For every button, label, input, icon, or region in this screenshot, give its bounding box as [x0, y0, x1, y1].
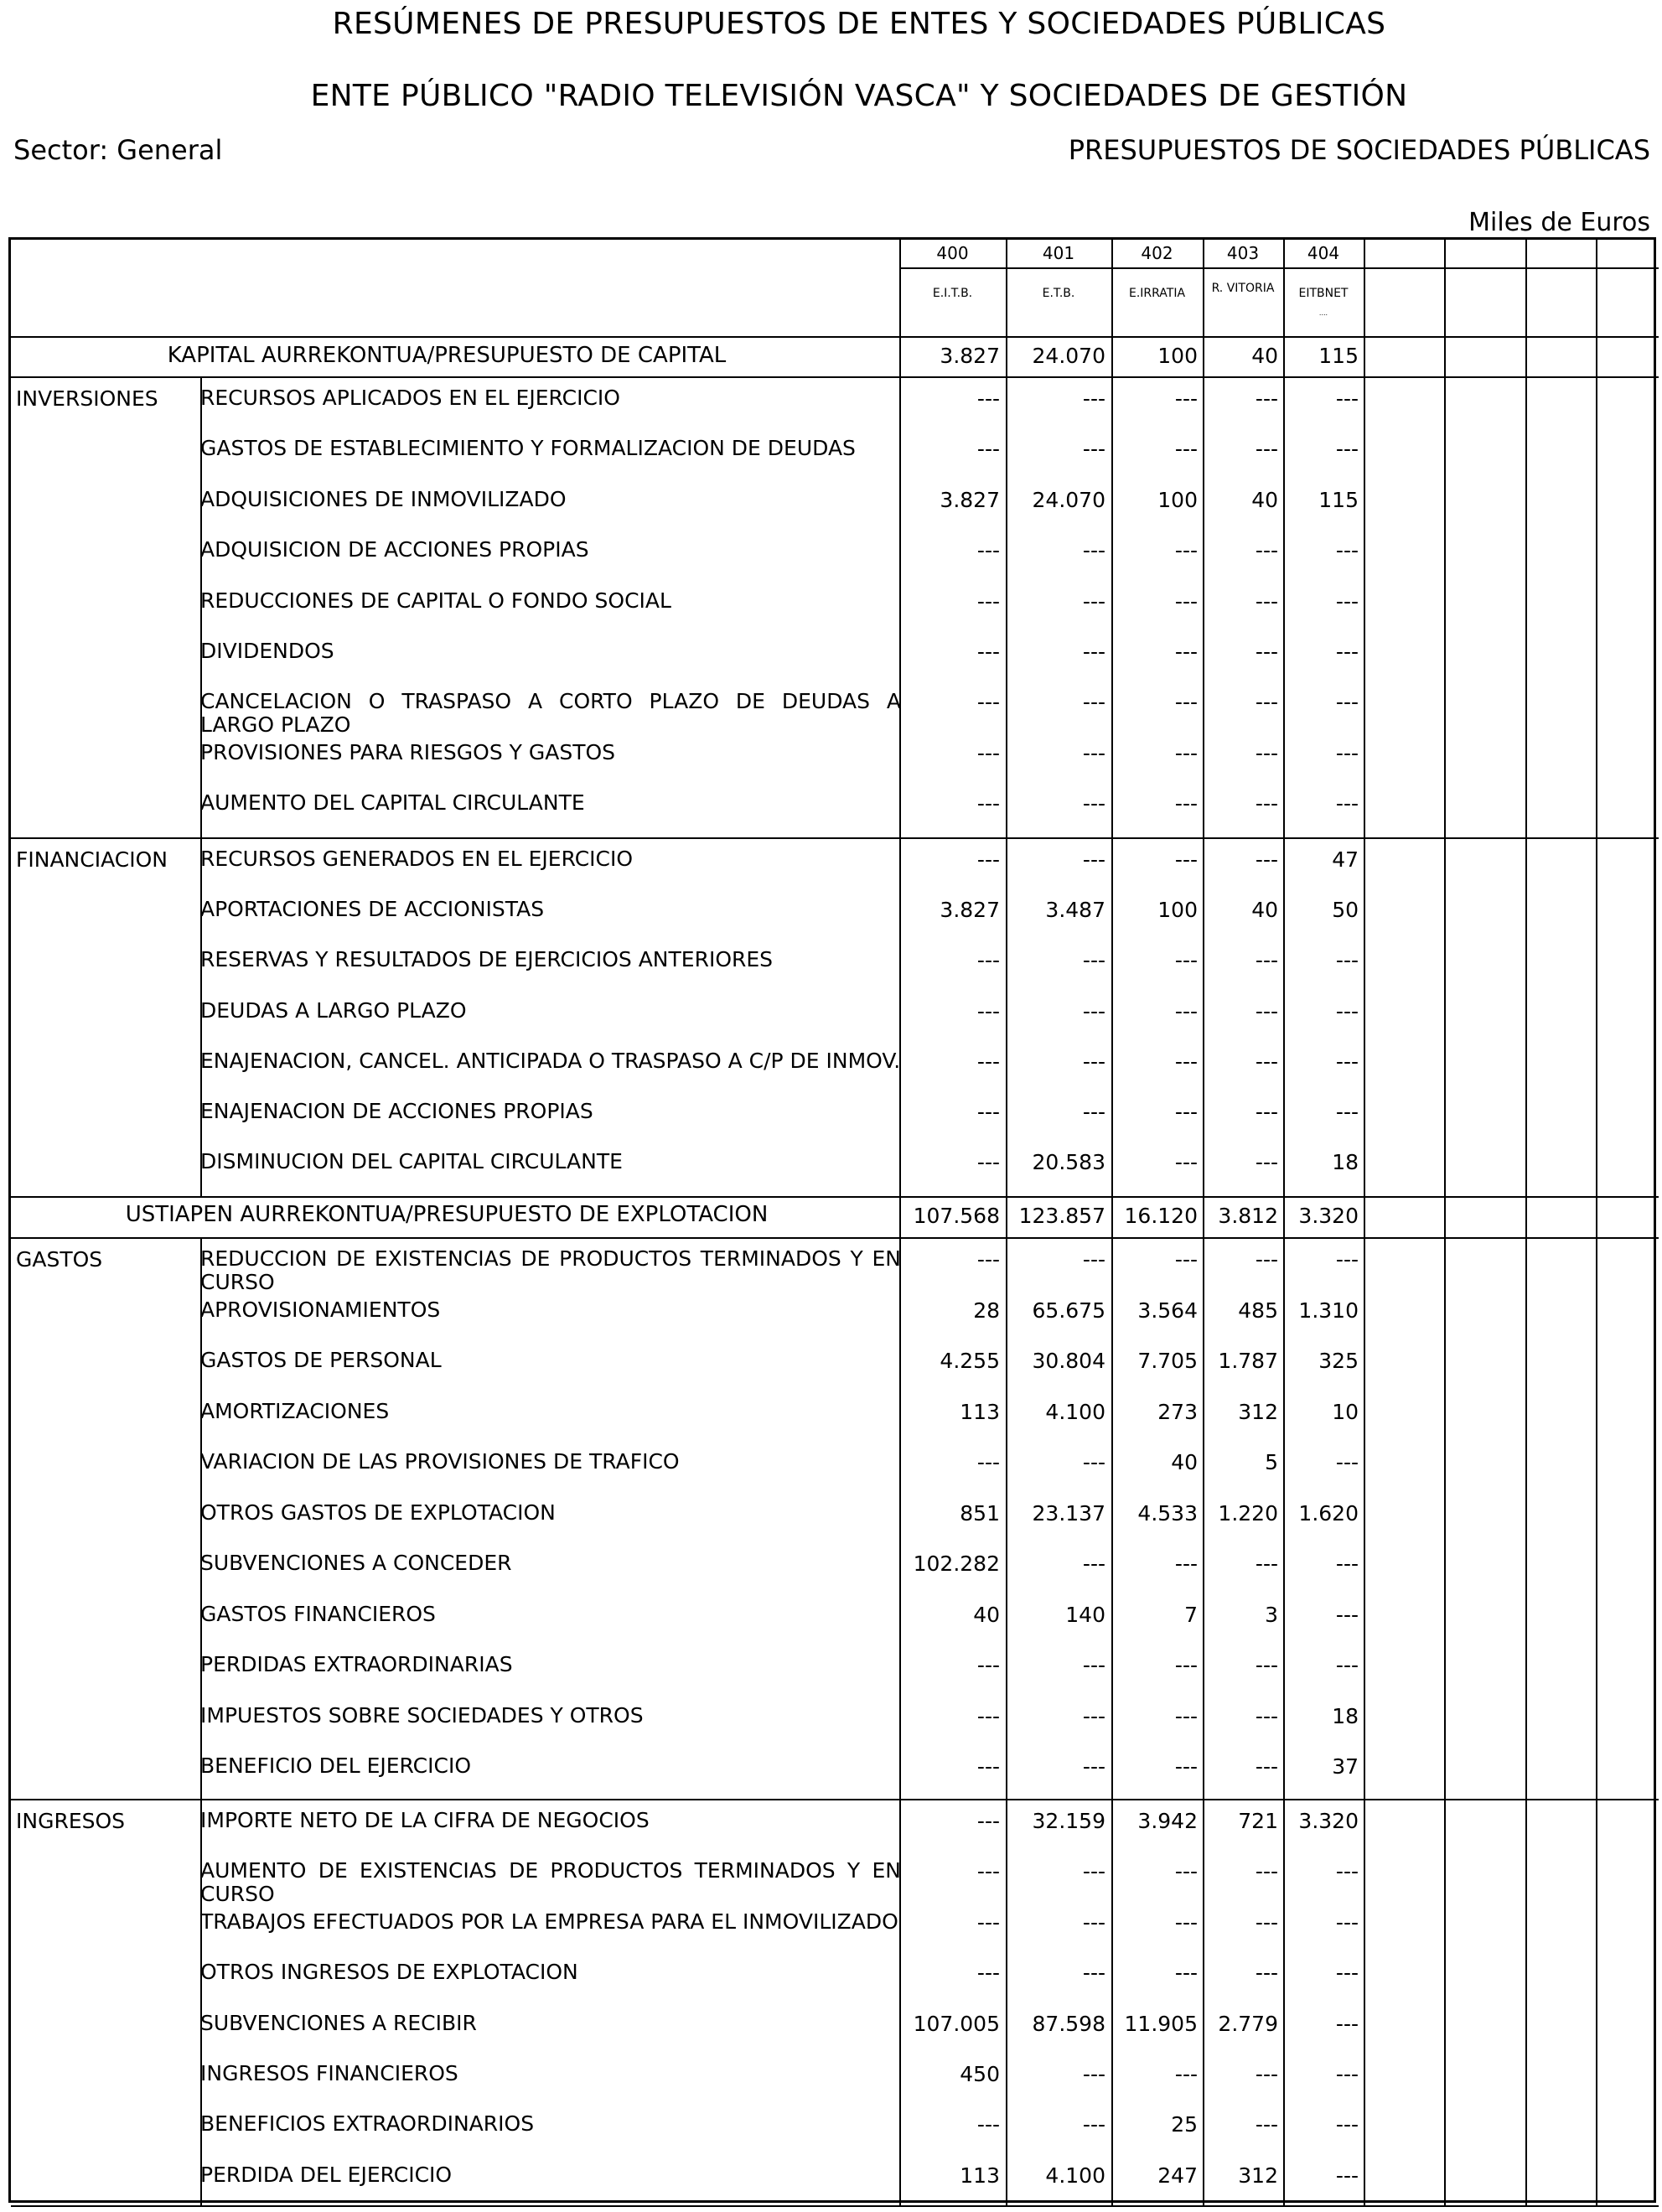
value-cell: ---	[976, 1754, 1000, 1779]
value-cell: 100	[1157, 487, 1198, 512]
value-cell: 113	[960, 1399, 1000, 1424]
value-cell: 23.137	[1032, 1500, 1105, 1526]
value-cell: ---	[1335, 588, 1359, 614]
value-cell: ---	[1335, 2112, 1359, 2137]
value-cell: ---	[1335, 1049, 1359, 1074]
row-label: ADQUISICION DE ACCIONES PROPIAS	[200, 537, 589, 562]
value-cell: ---	[976, 538, 1000, 563]
value-cell: ---	[1255, 538, 1278, 563]
row-label: VARIACION DE LAS PROVISIONES DE TRAFICO	[200, 1449, 680, 1474]
row-rule	[11, 1237, 1659, 1239]
column-name: E.T.B.	[1042, 287, 1075, 300]
value-cell: ---	[1335, 1100, 1359, 1124]
value-cell: ---	[1255, 588, 1278, 614]
row-rule	[11, 1799, 1659, 1800]
value-cell: ---	[976, 1961, 1000, 1986]
value-cell: 3.320	[1298, 1204, 1359, 1228]
value-cell: 123.857	[1018, 1204, 1105, 1228]
value-cell: 2.779	[1218, 2011, 1278, 2036]
value-cell: 40	[1251, 898, 1278, 923]
row-label: GASTOS DE ESTABLECIMIENTO Y FORMALIZACION DE DEUDAS	[200, 436, 856, 461]
sector-label: Sector: General	[13, 134, 223, 166]
value-cell: ---	[1174, 948, 1198, 973]
row-label: AUMENTO DEL CAPITAL CIRCULANTE	[200, 790, 585, 816]
value-cell: 3.827	[940, 344, 1000, 368]
value-cell: 40	[1251, 487, 1278, 512]
value-cell: 102.282	[913, 1552, 1000, 1576]
value-cell: ---	[1082, 640, 1105, 664]
value-cell: ---	[1335, 998, 1359, 1023]
value-cell: ---	[976, 690, 1000, 715]
value-cell: ---	[1174, 791, 1198, 816]
value-cell: 1.220	[1218, 1500, 1278, 1526]
column-code: 401	[1042, 243, 1075, 263]
value-cell: ---	[1174, 1859, 1198, 1884]
value-cell: ---	[1082, 948, 1105, 973]
value-cell: ---	[1255, 1859, 1278, 1884]
row-label: REDUCCION DE EXISTENCIAS DE PRODUCTOS TERMINADOS Y EN CURSO	[200, 1246, 901, 1294]
value-cell: 273	[1157, 1399, 1198, 1424]
value-cell: ---	[1082, 386, 1105, 411]
value-cell: 3.564	[1137, 1298, 1198, 1323]
value-cell: ---	[1255, 690, 1278, 715]
value-cell: 113	[960, 2163, 1000, 2188]
value-cell: 20.583	[1032, 1150, 1105, 1175]
value-cell: ---	[1174, 640, 1198, 664]
value-cell: 140	[1065, 1602, 1105, 1627]
value-cell: ---	[1174, 1754, 1198, 1779]
value-cell: ---	[976, 948, 1000, 973]
value-cell: ---	[976, 740, 1000, 765]
value-cell: ---	[1335, 1909, 1359, 1935]
section-label-gastos: GASTOS	[16, 1247, 103, 1272]
value-cell: 24.070	[1032, 344, 1105, 368]
section-label-inversiones: INVERSIONES	[16, 386, 158, 411]
row-rule	[11, 376, 1659, 378]
value-cell: 24.070	[1032, 487, 1105, 512]
row-label: ENAJENACION, CANCEL. ANTICIPADA O TRASPASO A C/P DE INMOV.	[200, 1048, 901, 1073]
value-cell: 16.120	[1124, 1204, 1198, 1228]
value-cell: 30.804	[1032, 1349, 1105, 1373]
value-cell: 4.100	[1045, 1399, 1105, 1424]
value-cell: ---	[1335, 690, 1359, 715]
value-cell: ---	[1255, 1653, 1278, 1677]
value-cell: ---	[1255, 998, 1278, 1023]
value-cell: ---	[1255, 847, 1278, 872]
value-cell: ---	[976, 1809, 1000, 1833]
value-cell: ---	[976, 1049, 1000, 1074]
value-cell: 4.533	[1137, 1500, 1198, 1526]
value-cell: ---	[1255, 1909, 1278, 1935]
report-title: RESÚMENES DE PRESUPUESTOS DE ENTES Y SOCIEDADES PÚBLICAS	[332, 7, 1386, 41]
column-subname: ....	[1318, 309, 1328, 317]
value-cell: ---	[1255, 1247, 1278, 1272]
row-label: AMORTIZACIONES	[200, 1398, 390, 1423]
row-label: ENAJENACION DE ACCIONES PROPIAS	[200, 1099, 593, 1123]
row-label: INGRESOS FINANCIEROS	[200, 2061, 458, 2085]
value-cell: ---	[1255, 2062, 1278, 2086]
value-cell: ---	[1335, 740, 1359, 765]
column-rule	[1444, 240, 1446, 2205]
value-cell: 87.598	[1032, 2011, 1105, 2036]
value-cell: ---	[1082, 998, 1105, 1023]
value-cell: 5	[1265, 1450, 1278, 1474]
value-cell: 11.905	[1124, 2011, 1198, 2036]
value-cell: ---	[1082, 2112, 1105, 2137]
column-code: 403	[1226, 243, 1260, 263]
value-cell: ---	[1082, 690, 1105, 715]
value-cell: 3.827	[940, 898, 1000, 923]
value-cell: 32.159	[1032, 1809, 1105, 1833]
value-cell: 37	[1332, 1754, 1359, 1779]
value-cell: ---	[1082, 1247, 1105, 1272]
value-cell: ---	[976, 1247, 1000, 1272]
row-label: PROVISIONES PARA RIESGOS Y GASTOS	[200, 739, 616, 764]
row-label: ADQUISICIONES DE INMOVILIZADO	[200, 486, 567, 511]
row-label: CANCELACION O TRASPASO A CORTO PLAZO DE DEUDAS A LARGO PLAZO	[200, 689, 901, 738]
value-cell: 1.310	[1298, 1298, 1359, 1323]
value-cell: ---	[1082, 1909, 1105, 1935]
value-cell: 721	[1238, 1809, 1278, 1833]
row-label: APROVISIONAMIENTOS	[200, 1297, 441, 1322]
column-rule	[1364, 240, 1365, 2205]
value-cell: ---	[1082, 1450, 1105, 1474]
value-cell: ---	[1255, 640, 1278, 664]
value-cell: ---	[1255, 1150, 1278, 1175]
value-cell: ---	[1174, 538, 1198, 563]
value-cell: ---	[1174, 588, 1198, 614]
value-cell: ---	[1335, 2011, 1359, 2036]
value-cell: ---	[1082, 1552, 1105, 1576]
value-cell: ---	[1335, 640, 1359, 664]
units-label: Miles de Euros	[1468, 208, 1650, 237]
value-cell: ---	[1082, 437, 1105, 462]
value-cell: ---	[1082, 740, 1105, 765]
value-cell: ---	[1335, 2163, 1359, 2188]
row-label: AUMENTO DE EXISTENCIAS DE PRODUCTOS TERMINADOS Y EN CURSO	[200, 1858, 901, 1907]
value-cell: ---	[1335, 1247, 1359, 1272]
column-name: E.I.T.B.	[932, 287, 973, 300]
value-cell: 3.942	[1137, 1809, 1198, 1833]
value-cell: 107.005	[913, 2011, 1000, 2036]
value-cell: 25	[1171, 2112, 1198, 2137]
value-cell: ---	[1255, 1961, 1278, 1986]
value-cell: ---	[1255, 437, 1278, 462]
value-cell: 4.255	[940, 1349, 1000, 1373]
value-cell: ---	[1255, 1754, 1278, 1779]
value-cell: ---	[1255, 386, 1278, 411]
value-cell: ---	[976, 640, 1000, 664]
value-cell: ---	[1174, 1100, 1198, 1124]
value-cell: ---	[976, 1653, 1000, 1677]
value-cell: ---	[1335, 1450, 1359, 1474]
value-cell: ---	[1335, 791, 1359, 816]
value-cell: 40	[1171, 1450, 1198, 1474]
row-label: GASTOS FINANCIEROS	[200, 1601, 436, 1626]
value-cell: ---	[1082, 1859, 1105, 1884]
row-rule	[11, 837, 1659, 839]
row-label: BENEFICIOS EXTRAORDINARIOS	[200, 2111, 535, 2137]
value-cell: ---	[976, 437, 1000, 462]
row-label: RESERVAS Y RESULTADOS DE EJERCICIOS ANTERIORES	[200, 947, 774, 972]
value-cell: ---	[1335, 437, 1359, 462]
row-label: OTROS GASTOS DE EXPLOTACION	[200, 1500, 556, 1525]
value-cell: ---	[1082, 791, 1105, 816]
value-cell: 7.705	[1137, 1349, 1198, 1373]
value-cell: 3.827	[940, 487, 1000, 512]
value-cell: ---	[1335, 1961, 1359, 1986]
value-cell: 485	[1238, 1298, 1278, 1323]
column-rule	[1596, 240, 1597, 2205]
value-cell: 40	[973, 1602, 1000, 1627]
row-label: DEUDAS A LARGO PLAZO	[200, 997, 467, 1023]
value-cell: ---	[1255, 1703, 1278, 1728]
value-cell: ---	[1082, 588, 1105, 614]
row-label: PERDIDAS EXTRAORDINARIAS	[200, 1652, 513, 1676]
value-cell: 3	[1265, 1602, 1278, 1627]
value-cell: ---	[1335, 538, 1359, 563]
value-cell: ---	[1174, 2062, 1198, 2086]
value-cell: 100	[1157, 344, 1198, 368]
value-cell: ---	[1255, 1049, 1278, 1074]
row-label: IMPUESTOS SOBRE SOCIEDADES Y OTROS	[200, 1702, 644, 1728]
value-cell: 47	[1332, 847, 1359, 872]
value-cell: ---	[1082, 2062, 1105, 2086]
row-label: PERDIDA DEL EJERCICIO	[200, 2162, 453, 2187]
value-cell: 312	[1238, 2163, 1278, 2188]
value-cell: 40	[1251, 344, 1278, 368]
row-label: APORTACIONES DE ACCIONISTAS	[200, 897, 545, 922]
value-cell: ---	[976, 1450, 1000, 1474]
value-cell: ---	[1335, 948, 1359, 973]
value-cell: ---	[976, 1909, 1000, 1935]
value-cell: ---	[1082, 1100, 1105, 1124]
value-cell: ---	[1174, 1150, 1198, 1175]
value-cell: ---	[1082, 1049, 1105, 1074]
value-cell: ---	[976, 847, 1000, 872]
value-cell: ---	[1335, 1552, 1359, 1576]
value-cell: ---	[976, 2112, 1000, 2137]
value-cell: 7	[1184, 1602, 1198, 1627]
value-cell: ---	[1335, 2062, 1359, 2086]
column-code: 402	[1141, 243, 1173, 263]
column-code: 404	[1307, 243, 1340, 263]
value-cell: ---	[976, 1150, 1000, 1175]
value-cell: 107.568	[913, 1204, 1000, 1228]
row-label: GASTOS DE PERSONAL	[200, 1348, 442, 1372]
value-cell: ---	[1174, 690, 1198, 715]
value-cell: ---	[1174, 386, 1198, 411]
column-code: 400	[936, 243, 969, 263]
row-label: BENEFICIO DEL EJERCICIO	[200, 1754, 471, 1778]
value-cell: 18	[1332, 1150, 1359, 1175]
value-cell: ---	[1174, 1961, 1198, 1986]
value-cell: ---	[1174, 998, 1198, 1023]
report-subtitle: ENTE PÚBLICO "RADIO TELEVISIÓN VASCA" Y SOCIEDADES DE GESTIÓN	[310, 79, 1408, 113]
value-cell: 450	[960, 2062, 1000, 2086]
value-cell: 10	[1332, 1399, 1359, 1424]
row-label: RECURSOS APLICADOS EN EL EJERCICIO	[200, 386, 620, 410]
value-cell: ---	[1174, 1909, 1198, 1935]
value-cell: ---	[1174, 1049, 1198, 1074]
value-cell: ---	[1082, 538, 1105, 563]
value-cell: 247	[1157, 2163, 1198, 2188]
value-cell: 4.100	[1045, 2163, 1105, 2188]
row-label: REDUCCIONES DE CAPITAL O FONDO SOCIAL	[200, 588, 671, 613]
budget-table	[8, 237, 1656, 2203]
value-cell: ---	[1255, 1552, 1278, 1576]
value-cell: 312	[1238, 1399, 1278, 1424]
value-cell: 28	[973, 1298, 1000, 1323]
value-cell: ---	[1255, 1100, 1278, 1124]
value-cell: ---	[1335, 386, 1359, 411]
row-rule	[11, 2205, 1659, 2207]
row-label: DIVIDENDOS	[200, 639, 334, 663]
value-cell: 18	[1332, 1703, 1359, 1728]
value-cell: ---	[1174, 1552, 1198, 1576]
value-cell: 3.812	[1218, 1204, 1278, 1228]
column-name: R. VITORIA	[1211, 282, 1275, 295]
value-cell: 3.487	[1045, 898, 1105, 923]
value-cell: ---	[1335, 1602, 1359, 1627]
row-label: OTROS INGRESOS DE EXPLOTACION	[200, 1960, 578, 1985]
value-cell: ---	[1335, 1653, 1359, 1677]
value-cell: ---	[976, 1859, 1000, 1884]
value-cell: ---	[976, 1100, 1000, 1124]
value-cell: ---	[976, 386, 1000, 411]
row-label: SUBVENCIONES A CONCEDER	[200, 1551, 512, 1575]
value-cell: ---	[1255, 948, 1278, 973]
value-cell: ---	[1255, 740, 1278, 765]
value-cell: ---	[1082, 1754, 1105, 1779]
value-cell: 115	[1318, 344, 1359, 368]
value-cell: ---	[1174, 1703, 1198, 1728]
operating-budget-header: USTIAPEN AURREKONTUA/PRESUPUESTO DE EXPLOTACION	[125, 1202, 769, 1227]
column-name: EITBNET	[1298, 287, 1349, 300]
value-cell: ---	[1174, 740, 1198, 765]
row-rule	[899, 267, 1659, 269]
row-label: SUBVENCIONES A RECIBIR	[200, 2010, 477, 2035]
value-cell: ---	[1174, 1247, 1198, 1272]
value-cell: ---	[1255, 791, 1278, 816]
value-cell: 1.620	[1298, 1500, 1359, 1526]
value-cell: ---	[1082, 1961, 1105, 1986]
value-cell: ---	[1335, 1859, 1359, 1884]
value-cell: ---	[1174, 1653, 1198, 1677]
value-cell: 50	[1332, 898, 1359, 923]
value-cell: ---	[1174, 847, 1198, 872]
capital-budget-header: KAPITAL AURREKONTUA/PRESUPUESTO DE CAPITAL	[167, 343, 727, 368]
value-cell: ---	[976, 998, 1000, 1023]
row-label: IMPORTE NETO DE LA CIFRA DE NEGOCIOS	[200, 1808, 650, 1832]
value-cell: ---	[976, 1703, 1000, 1728]
column-name: E.IRRATIA	[1128, 287, 1186, 300]
value-cell: ---	[1082, 1653, 1105, 1677]
value-cell: ---	[976, 791, 1000, 816]
row-label: RECURSOS GENERADOS EN EL EJERCICIO	[200, 847, 634, 871]
section-label-ingresos: INGRESOS	[16, 1809, 126, 1833]
value-cell: 100	[1157, 898, 1198, 923]
row-label: DISMINUCION DEL CAPITAL CIRCULANTE	[200, 1149, 623, 1174]
value-cell: ---	[1082, 1703, 1105, 1728]
value-cell: 65.675	[1032, 1298, 1105, 1323]
value-cell: 325	[1318, 1349, 1359, 1373]
value-cell: ---	[1082, 847, 1105, 872]
section-label-financiacion: FINANCIACION	[16, 847, 168, 872]
value-cell: ---	[976, 588, 1000, 614]
value-cell: 3.320	[1298, 1809, 1359, 1833]
column-rule	[1525, 240, 1527, 2205]
value-cell: 115	[1318, 487, 1359, 512]
value-cell: ---	[1255, 2112, 1278, 2137]
value-cell: 1.787	[1218, 1349, 1278, 1373]
value-cell: 851	[960, 1500, 1000, 1526]
row-label: TRABAJOS EFECTUADOS POR LA EMPRESA PARA EL INMOVILIZADO	[200, 1909, 898, 1934]
budget-type-label: PRESUPUESTOS DE SOCIEDADES PÚBLICAS	[1068, 134, 1650, 166]
value-cell: ---	[1174, 437, 1198, 462]
